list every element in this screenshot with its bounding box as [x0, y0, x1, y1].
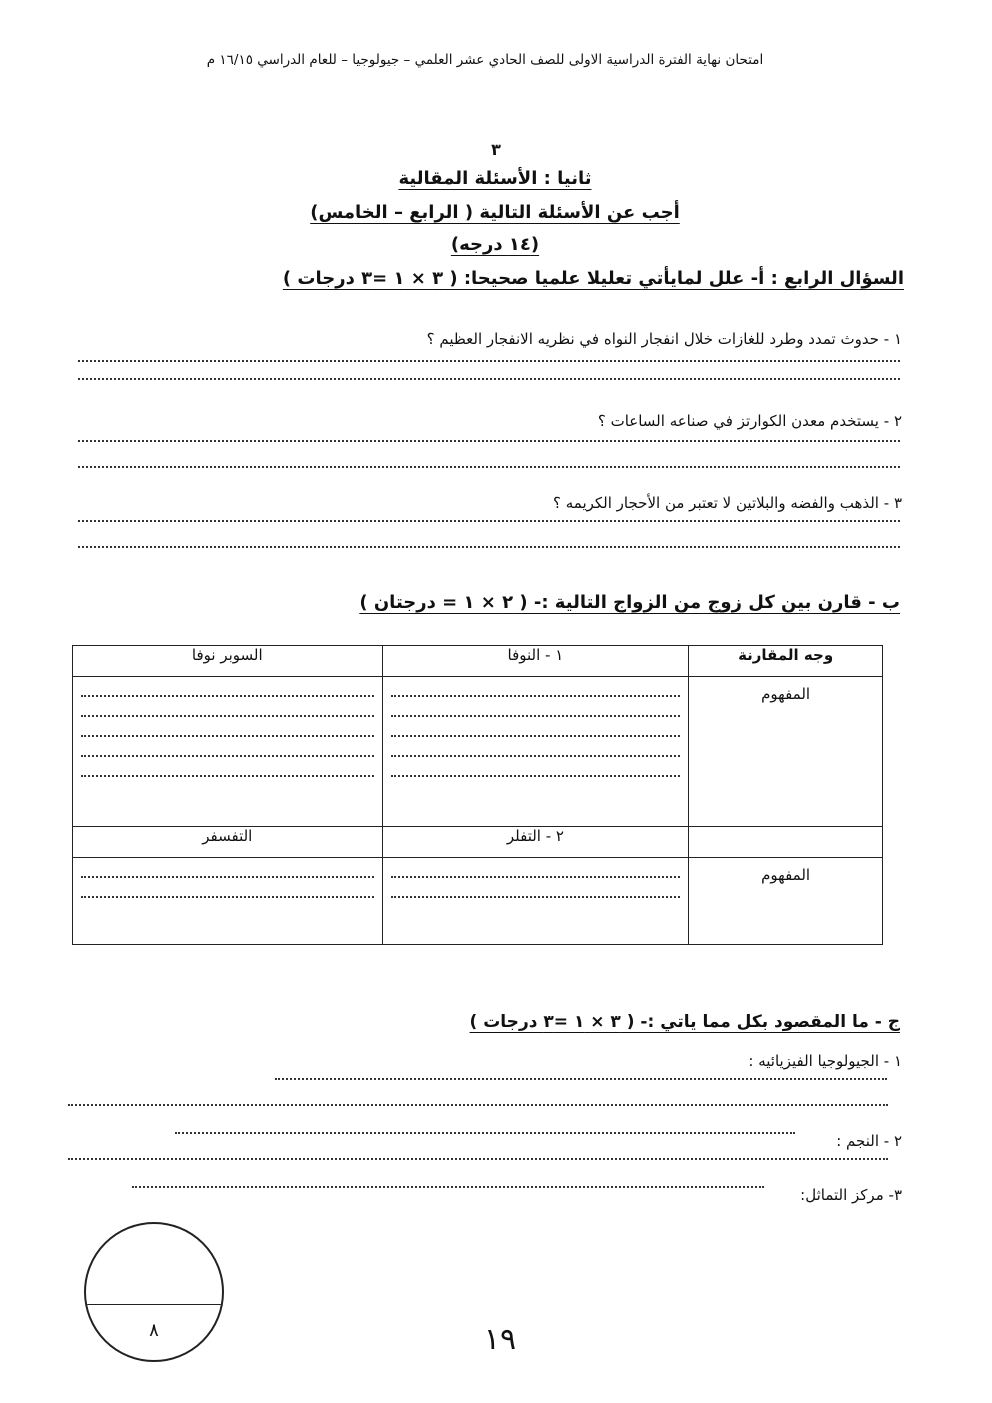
- answer-cell[interactable]: [73, 858, 383, 945]
- section-title: ثانيا : الأسئلة المقالية: [398, 168, 592, 189]
- aspect-concept: المفهوم: [689, 858, 883, 945]
- section-instruction: أجب عن الأسئلة التالية ( الرابع – الخامس): [310, 202, 680, 223]
- part-b-heading: ب - قارن بين كل زوج من الزواج التالية :- ( ٢ × ١ = درجتان ): [359, 592, 900, 613]
- score-circle: [84, 1222, 224, 1362]
- answer-line[interactable]: [175, 1132, 795, 1134]
- answer-cell[interactable]: [382, 858, 689, 945]
- aspect-header-empty: [689, 827, 883, 858]
- score-value: ٨: [149, 1320, 159, 1341]
- answer-line[interactable]: [68, 1104, 888, 1106]
- score-divider: [86, 1304, 222, 1305]
- table-header-fluorescence: ٢ - التفلر: [382, 827, 689, 858]
- page-number: ٣: [491, 140, 501, 159]
- answer-line[interactable]: [78, 546, 900, 548]
- table-header-phosphorescence: التفسفر: [73, 827, 383, 858]
- q4-item-2: ٢ - يستخدم معدن الكوارتز في صناعه الساعات ؟: [597, 412, 902, 430]
- comparison-table: [72, 645, 883, 945]
- answer-line[interactable]: [68, 1158, 888, 1160]
- table-header-supernova: السوبر نوفا: [73, 646, 383, 677]
- answer-line[interactable]: [275, 1078, 887, 1080]
- part-c-heading: ج - ما المقصود بكل مما ياتي :- ( ٣ × ١ =٣ درجات ): [469, 1012, 900, 1032]
- answer-line[interactable]: [78, 466, 900, 468]
- part-c-item-3: ٣- مركز التماثل:: [800, 1186, 902, 1204]
- answer-cell[interactable]: [382, 677, 689, 827]
- q4-item-1: ١ - حدوث تمدد وطرد للغازات خلال انفجار النواه في نظريه الانفجار العظيم ؟: [426, 330, 902, 348]
- answer-line[interactable]: [78, 520, 900, 522]
- answer-line[interactable]: [78, 440, 900, 442]
- table-header-nova: ١ - النوفا: [382, 646, 689, 677]
- answer-cell[interactable]: [73, 677, 383, 827]
- exam-header: امتحان نهاية الفترة الدراسية الاولى للصف الحادي عشر العلمي – جيولوجيا – للعام الدراسي ١٦/١٥ م: [206, 52, 764, 68]
- aspect-concept: المفهوم: [689, 677, 883, 827]
- q4-item-3: ٣ - الذهب والفضه والبلاتين لا تعتبر من الأحجار الكريمه ؟: [553, 494, 902, 512]
- part-c-item-1: ١ - الجيولوجيا الفيزيائيه :: [748, 1052, 902, 1070]
- footer-page-number: ١٩: [483, 1322, 517, 1357]
- answer-line[interactable]: [78, 360, 900, 362]
- section-marks: (١٤ درجه): [450, 234, 540, 255]
- answer-line[interactable]: [78, 378, 900, 380]
- part-c-item-2: ٢ - النجم :: [836, 1132, 902, 1150]
- aspect-header: وجه المقارنة: [689, 646, 883, 677]
- question-4-heading: السؤال الرابع : أ- علل لمايأتي تعليلا علميا صحيحا: ( ٣ × ١ =٣ درجات ): [282, 268, 904, 289]
- answer-line[interactable]: [132, 1186, 764, 1188]
